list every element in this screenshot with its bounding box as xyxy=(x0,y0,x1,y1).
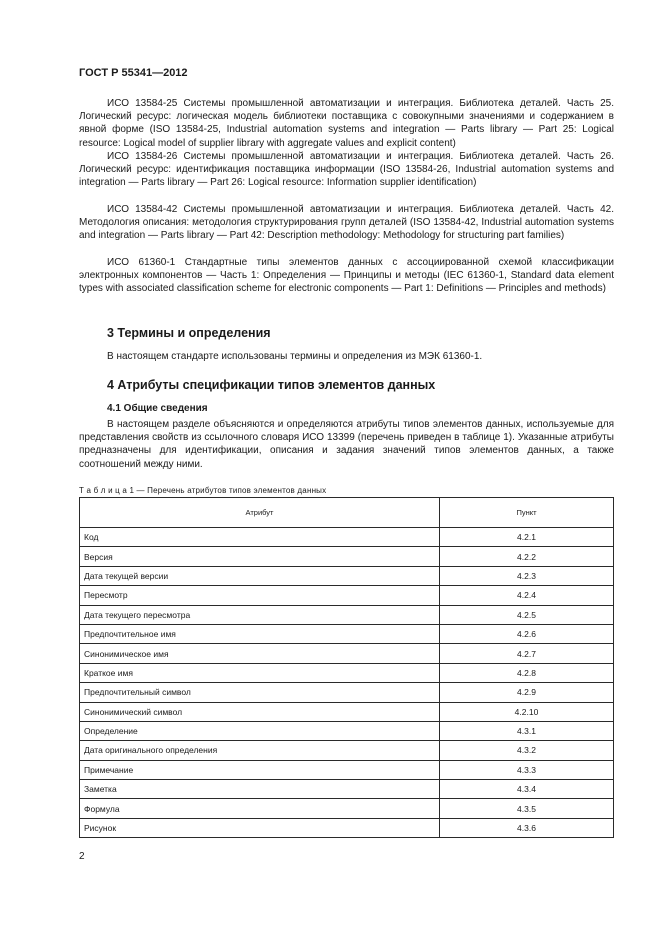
attribute-cell: Предпочтительный символ xyxy=(80,683,440,702)
attribute-cell: Примечание xyxy=(80,760,440,779)
clause-cell: 4.3.5 xyxy=(440,799,614,818)
section-3-text: В настоящем стандарте использованы термины и определения из МЭК 61360-1. xyxy=(107,351,483,362)
table-row xyxy=(80,605,614,624)
attribute-cell: Синонимическое имя xyxy=(80,644,440,663)
clause-cell: 4.2.2 xyxy=(440,547,614,566)
attribute-cell: Версия xyxy=(80,547,440,566)
table-row xyxy=(80,799,614,818)
table-row xyxy=(80,547,614,566)
table-row xyxy=(80,566,614,585)
table-row xyxy=(80,528,614,547)
clause-cell: 4.3.1 xyxy=(440,721,614,740)
reference-iso-13584-25: ИСО 13584-25 Системы промышленной автоматизации и интеграция. Библиотека деталей. Часть 25. Логический ресурс: логическая модель библиотеки поставщика с совокупными значениями и содержанием в явной форме (ISO 13584-25, Industrial automation systems and integration — Parts library — Part 25: Logical resource: Logical model of supplier library with aggregate values and explicit content) xyxy=(79,98,614,149)
table-header-row xyxy=(80,498,614,528)
clause-cell: 4.2.9 xyxy=(440,683,614,702)
attribute-cell: Рисунок xyxy=(80,818,440,837)
reference-iso-13584-26: ИСО 13584-26 Системы промышленной автоматизации и интеграция. Библиотека деталей. Часть 26. Логический ресурс: идентификация поставщика информации (ISO 13584-26, Industrial automation systems and integration — Parts library — Part 26: Logical resource: Information supplier identification) xyxy=(79,151,614,189)
clause-cell: 4.2.6 xyxy=(440,624,614,643)
attribute-cell: Формула xyxy=(80,799,440,818)
section-3-heading: 3 Термины и определения xyxy=(107,326,271,340)
column-header-clause: Пункт xyxy=(440,498,614,528)
clause-cell: 4.3.6 xyxy=(440,818,614,837)
document-header: ГОСТ Р 55341—2012 xyxy=(79,67,188,79)
table-caption: Т а б л и ц а 1 — Перечень атрибутов типов элементов данных xyxy=(79,486,327,495)
clause-cell: 4.2.10 xyxy=(440,702,614,721)
attributes-table xyxy=(79,497,614,838)
clause-cell: 4.3.4 xyxy=(440,780,614,799)
clause-cell: 4.2.5 xyxy=(440,605,614,624)
clause-cell: 4.3.2 xyxy=(440,741,614,760)
table-row xyxy=(80,780,614,799)
attribute-cell: Дата текущего пересмотра xyxy=(80,605,440,624)
table-row xyxy=(80,624,614,643)
clause-cell: 4.2.4 xyxy=(440,586,614,605)
attribute-cell: Краткое имя xyxy=(80,663,440,682)
table-row xyxy=(80,721,614,740)
table-row xyxy=(80,818,614,837)
attribute-cell: Код xyxy=(80,528,440,547)
clause-cell: 4.3.3 xyxy=(440,760,614,779)
attribute-cell: Заметка xyxy=(80,780,440,799)
reference-iso-61360-1: ИСО 61360-1 Стандартные типы элементов данных с ассоциированной схемой классификации электронных компонентов — Часть 1: Определения — Принципы и методы (IEC 61360-1, Standard data element types with associated classification scheme for electronic components — Part 1: Definitions — Principles and methods) xyxy=(79,257,614,295)
table-row xyxy=(80,586,614,605)
table-row xyxy=(80,644,614,663)
table-row xyxy=(80,683,614,702)
table-row xyxy=(80,702,614,721)
attribute-cell: Синонимический символ xyxy=(80,702,440,721)
attribute-cell: Предпочтительное имя xyxy=(80,624,440,643)
section-4-1-heading: 4.1 Общие сведения xyxy=(107,403,208,414)
reference-iso-13584-42: ИСО 13584-42 Системы промышленной автоматизации и интеграция. Библиотека деталей. Часть 42. Методология описания: методология структурирования групп деталей (ISO 13584-42, Industrial automation systems and integration — Parts library — Part 42: Description methodology: Methodology for structuring part families) xyxy=(79,204,614,242)
clause-cell: 4.2.1 xyxy=(440,528,614,547)
clause-cell: 4.2.8 xyxy=(440,663,614,682)
attribute-cell: Дата оригинального определения xyxy=(80,741,440,760)
section-4-1-text: В настоящем разделе объясняются и определяются атрибуты типов элементов данных, используемые для представления свойств из ссылочного словаря ИСО 13399 (перечень приведен в таблице 1). Указанные атрибуты предназначены для идентификации, описания и задания значений типов элементов данных, а также соотношений между ними. xyxy=(79,419,614,470)
clause-cell: 4.2.7 xyxy=(440,644,614,663)
table-row xyxy=(80,741,614,760)
attribute-cell: Дата текущей версии xyxy=(80,566,440,585)
page-number: 2 xyxy=(79,851,85,862)
table-row xyxy=(80,760,614,779)
attribute-cell: Пересмотр xyxy=(80,586,440,605)
attribute-cell: Определение xyxy=(80,721,440,740)
table-row xyxy=(80,663,614,682)
column-header-attribute: Атрибут xyxy=(80,498,440,528)
section-4-heading: 4 Атрибуты спецификации типов элементов данных xyxy=(107,378,436,392)
clause-cell: 4.2.3 xyxy=(440,566,614,585)
